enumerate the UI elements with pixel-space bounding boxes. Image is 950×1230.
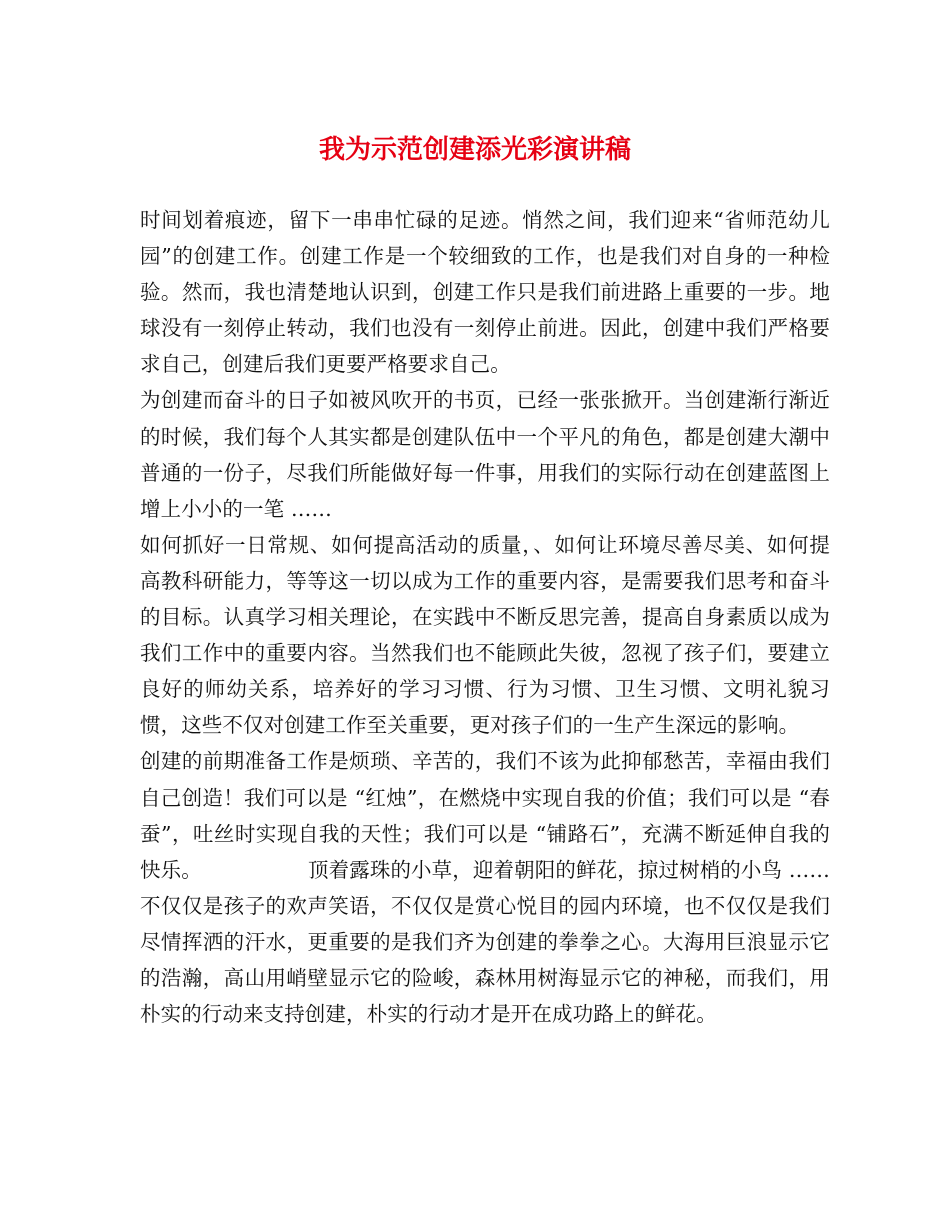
paragraph-4: 创建的前期准备工作是烦琐、辛苦的，我们不该为此抑郁愁苦，幸福由我们自己创造！我们可以是 “红烛”，在燃烧中实现自我的价值；我们可以是 “春蚕”，吐丝时实现自我的天性；我们可以是 “铺路石”，充满不断延伸自我的快乐。 顶着露珠的小草，迎着朝阳的鲜花，掠过树梢的小鸟 ……不仅仅是孩子的欢声笑语，不仅仅是赏心悦目的园内环境，也不仅仅是我们尽情挥洒的汗水，更重要的是我们齐为创建的拳拳之心。大海用巨浪显示它的浩瀚，高山用峭壁显示它的险峻，森林用树海显示它的神秘，而我们，用朴实的行动来支持创建，朴实的行动才是开在成功路上的鲜花。 — [140, 749, 830, 1027]
document-title: 我为示范创建添光彩演讲稿 — [318, 135, 631, 165]
paragraph-1: 时间划着痕迹，留下一串串忙碌的足迹。悄然之间，我们迎来“省师范幼儿园”的创建工作。创建工作是一个较细致的工作，也是我们对自身的一种检验。然而，我也清楚地认识到，创建工作只是我们前进路上重要的一步。地球没有一刻停止转动，我们也没有一刻停止前进。因此，创建中我们严格要求自己，创建后我们更要严格要求自己。 — [140, 208, 830, 377]
paragraph-2: 为创建而奋斗的日子如被风吹开的书页，已经一张张掀开。当创建渐行渐近的时候，我们每个人其实都是创建队伍中一个平凡的角色，都是创建大潮中普通的一份子，尽我们所能做好每一件事，用我们的实际行动在创建蓝图上增上小小的一笔 …… — [140, 388, 830, 521]
paragraph-3: 如何抓好一日常规、如何提高活动的质量，、如何让环境尽善尽美、如何提高教科研能力，等等这一切以成为工作的重要内容，是需要我们思考和奋斗的目标。认真学习相关理论，在实践中不断反思完善，提高自身素质以成为我们工作中的重要内容。当然我们也不能顾此失彼，忽视了孩子们，要建立良好的师幼关系，培养好的学习习惯、行为习惯、卫生习惯、文明礼貌习惯，这些不仅对创建工作至关重要，更对孩子们的一生产生深远的影响。 — [140, 532, 830, 738]
document-body — [140, 202, 830, 1032]
